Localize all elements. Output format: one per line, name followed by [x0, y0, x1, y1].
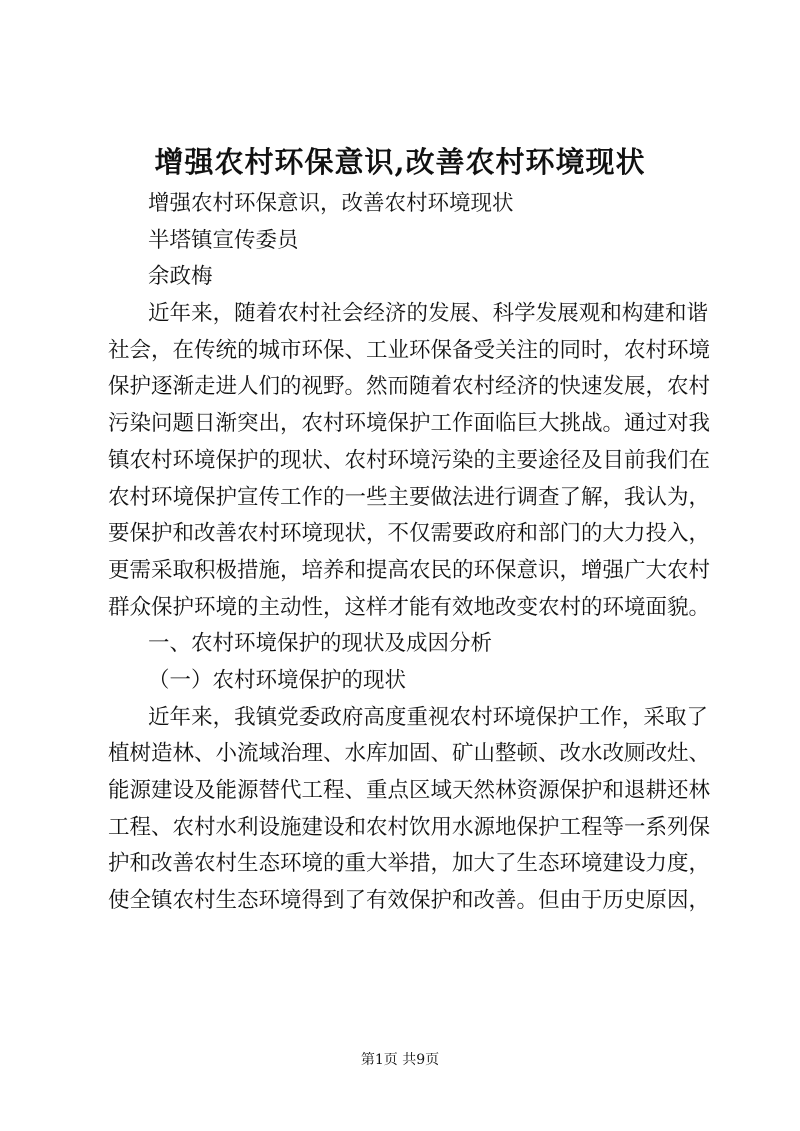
paragraph-line: 植树造林、小流域治理、水库加固、矿山整顿、改水改厕改灶、 [108, 741, 711, 767]
paragraph-line: 污染问题日渐突出，农村环境保护工作面临巨大挑战。通过对我 [108, 411, 711, 437]
paragraph-line: 近年来，随着农村社会经济的发展、科学发展观和构建和谐 [148, 301, 708, 327]
section-heading: 一、农村环境保护的现状及成因分析 [148, 631, 493, 657]
author-affiliation: 半塔镇宣传委员 [148, 227, 299, 253]
document-title: 增强农村环保意识,改善农村环境现状 [154, 145, 646, 179]
paragraph-line: 工程、农村水利设施建设和农村饮用水源地保护工程等一系列保 [108, 814, 711, 840]
document-body [108, 186, 711, 920]
paragraph-line: 能源建设及能源替代工程、重点区域天然林资源保护和退耕还林 [108, 778, 711, 803]
paragraph-line: 保护逐渐走进人们的视野。然而随着农村经济的快速发展，农村 [108, 374, 711, 400]
author-name: 余政梅 [148, 264, 213, 290]
paragraph-line: 镇农村环境保护的现状、农村环境污染的主要途径及目前我们在 [108, 447, 711, 473]
paragraph-line: 使全镇农村生态环境得到了有效保护和改善。但由于历史原因， [108, 888, 711, 914]
paragraph-line: 更需采取积极措施，培养和提高农民的环保意识，增强广大农村 [108, 557, 711, 583]
paragraph-line: 农村环境保护宣传工作的一些主要做法进行调查了解，我认为， [108, 484, 711, 510]
paragraph-line: 要保护和改善农村环境现状，不仅需要政府和部门的大力投入， [108, 521, 711, 547]
subtitle-line: 增强农村环保意识，改善农村环境现状 [148, 191, 514, 216]
paragraph-line: 社会，在传统的城市环保、工业环保备受关注的同时，农村环境 [108, 337, 711, 363]
paragraph-line: 群众保护环境的主动性，这样才能有效地改变农村的环境面貌。 [108, 594, 711, 620]
paragraph-line: 近年来，我镇党委政府高度重视农村环境保护工作，采取了 [148, 704, 708, 730]
page-number-footer: 第1页 共9页 [360, 1052, 440, 1068]
paragraph-line: 护和改善农村生态环境的重大举措，加大了生态环境建设力度， [108, 851, 711, 877]
subsection-heading: （一）农村环境保护的现状 [148, 667, 407, 693]
